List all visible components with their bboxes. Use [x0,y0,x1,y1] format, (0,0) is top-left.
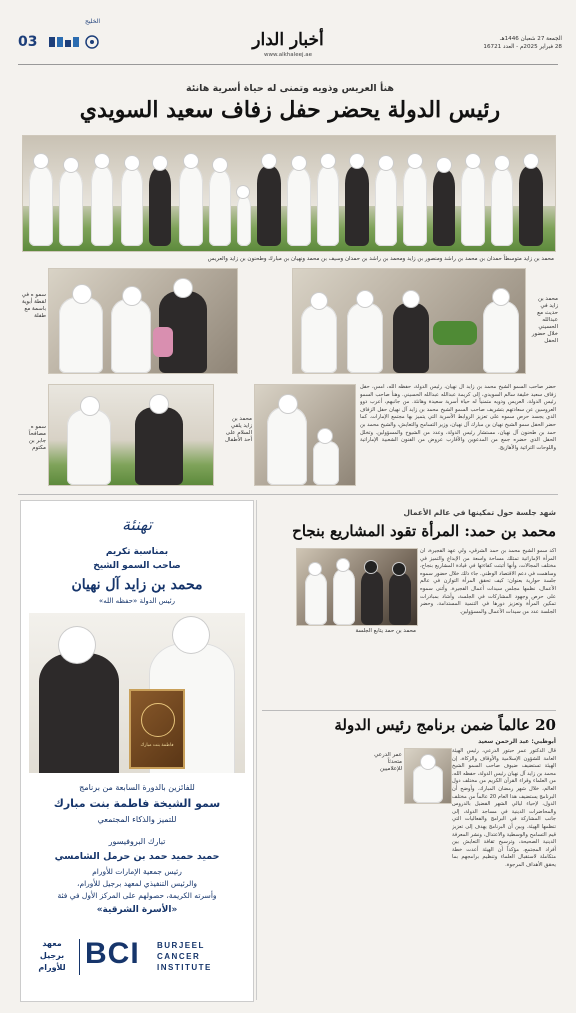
wedding-group-photo [22,135,556,252]
ad-winner-line2: سمو الشيخة فاطمة بنت مبارك [53,797,221,810]
ad-congrats6: «الأسرة الشرقية» [96,905,178,915]
caption-handshake: سمو ه مصافحاً جابر بن مكتوم [28,424,46,451]
bci-en-3: INSTITUTE [157,963,212,972]
logo-text: الخليج [84,18,100,25]
newspaper-logo [48,34,104,50]
bci-ar-1: معهد [42,939,62,948]
wedding-headline: رئيس الدولة يحضر حفل زفاف سعيد السويدي [79,97,501,123]
wedding-photo-child [48,268,238,374]
scholars-body-col2 [360,806,448,1000]
website-url[interactable]: www.alkhaleej.ae [263,52,312,58]
section-divider-2 [262,710,556,711]
award-plaque [129,689,185,769]
bci-ar-2: برجيل [39,951,65,960]
bci-en-1: BURJEEL [157,941,205,950]
ad-winner-line3: للتميز والذكاء المجتمعي [97,815,177,824]
wedding-photo-handshake [48,384,214,486]
scholars-body-text: قال الدكتور عمر حبتور الدرعي، رئيس الهيئة العامة للشؤون الإسلامية والأوقاف والزكاة، إن الهيئة تستضيف ضيوف صاحب السمو الشيخ محمد بن زايد آل نهيان رئيس الدولة، حفظه الله، من العلماء وقراء القرآن الكريم من مختلف دول العالم، خلال شهر رمضان المبارك. وأوضح أن البرنامج يستضيف هذا العام 20 عالماً من مختلف الدول، لإحياء ليالي الشهر الفضيل بالدروس والمحاضرات الدينية في مساجد الدولة، إلى جانب المشاركة في البرامج والفعاليات التي تنظمها الهيئة. وبين أن البرنامج يهدف إلى تعزيز قيم التسامح والوسطية والاعتدال، ونشر المعرفة الدينية الصحيحة، وترسيخ ثقافة التعايش بين أفراد المجتمع، مؤكداً أن الهيئة أعدت خطة متكاملة لاستقبال العلماء وتنظيم برامجهم بما يحقق الأهداف المرجوة. [452,748,556,868]
ad-line1: بمناسبة تكريم [105,547,169,557]
ad-winner-line1: للفائزين بالدورة السابعة من برنامج [79,783,195,792]
scholars-body-col3 [262,748,356,1000]
ad-congrats5: وأسرته الكريمة، حصولهم على المركز الأول في فئة [57,891,217,900]
ad-congrats2: حميد حميد حمد بن حرمل الشامسي [54,851,220,862]
women-body-text-continued [262,640,416,706]
bci-divider [79,939,80,975]
ad-logo: تهنئة [121,515,153,534]
caption-father-child: سمو ه في لقطة أبوية باسمة مع طفلة [21,292,46,319]
women-kicker: شهد جلسة حول تمكينها في عالم الأعمال [403,508,556,517]
wedding-photo-greeting-child [254,384,356,486]
congratulations-ad [20,500,254,1002]
bci-logo [29,931,245,991]
women-headline: محمد بن حمد: المرأة تقود المشاريع بنجاح [292,522,556,540]
ad-portrait-photo [29,613,245,773]
bci-letters: BCI [85,937,140,970]
plaque-text: فاطمة بنت مبارك [140,743,174,748]
caption-greeting-child: محمد بن زايد يلقي السلام على أحد الأطفال [224,416,252,443]
page-number: 03 [18,34,38,50]
wedding-photo-conversation [292,268,526,374]
scholars-byline: أبوظبي: عبد الرحمن سعيد [478,738,556,745]
bci-en-2: CANCER [157,952,201,961]
date-line-hijri: الجمعة 27 شعبان 1446هـ [499,36,562,42]
section-title: أخبار الدار [252,30,324,50]
caption-conversation: محمد بن زايد في حديث مع عبدالله الحسيني خلال حضور الحفل [531,296,558,344]
wedding-body-text: حضر صاحب السمو الشيخ محمد بن زايد آل نهيان، رئيس الدولة، حفظه الله، أمس، حفل زفاف سعيد خليفة سالم السويدي، إلى كريمة عبدالله عبدالله الحسيني. وهنأ صاحب السمو رئيس الدولة، العريس وذويه متمنياً له حياة أسرية سعيدة وهانئة. من جانبهم، أعرب ذوو العروسين عن سعادتهم بتشريف صاحب السمو الشيخ محمد بن زايد آل نهيان حفل الزفاف الذي يجسد حرص سموه على تعزيز الروابط الأسرية التي يتميز بها مجتمع الإمارات. كما حضر الحفل سمو الشيخ نهيان بن مبارك آل نهيان، وزير التسامح والتعايش، والشيخ محمد بن حمد بن طحنون آل نهيان، مستشار رئيس الدولة، وعدد من الشيوخ والمسؤولين. وتخلل الحفل الذي حضره جمع من المدعوين والأقارب عروض من الفنون الشعبية الإماراتية واللوحات التراثية والأهازيج. [360,384,556,451]
ad-line4: رئيس الدولة «حفظه الله» [98,597,176,605]
scholars-headline: 20 عالماً ضمن برنامج رئيس الدولة [334,716,556,734]
ad-congrats1: تبارك البروفيسور [108,837,166,846]
wedding-kicker: هنأ العريس وذويه وتمنى له حياة أسرية هانئة [185,83,395,94]
wedding-main-caption: محمد بن زايد متوسطاً حمدان بن محمد بن راشد ومنصور بن زايد ومحمد بن راشد بن حمدان وسيف بن محمد ونهيان بن مبارك وطحنون بن زايد والعريس [207,256,554,262]
ad-congrats4: والرئيس التنفيذي لمعهد برجيل للأورام، [77,879,197,888]
ad-line3: محمد بن زايد آل نهيان [71,577,203,593]
bci-ar-3: للأورام [38,963,66,972]
page-header [0,0,576,60]
scholars-inset-caption: عمر الدرعي متحدثاً للإعلاميين [374,752,402,772]
scholars-inset-photo [404,748,452,804]
header-divider [18,64,558,65]
ad-line2: صاحب السمو الشيخ [93,561,181,571]
women-session-photo [296,548,418,626]
women-caption: محمد بن حمد يتابع الجلسة [355,628,416,634]
logo-mark-icon [48,34,104,50]
women-body-text: أكد سمو الشيخ محمد بن حمد الشرقي، ولي عهد الفجيرة، أن المرأة الإماراتية تمتلك مساحة واسعة من الإبداع والتميز في مختلف المجالات، وأنها أثبتت كفاءتها في قيادة المشاريع بنجاح، وساهمت في دعم الاقتصاد الوطني. جاء ذلك خلال حضور سموه جلسة حوارية بعنوان: كيف تحقق المرأة التوازن في عالم الأعمال، نظمها مجلس سيدات أعمال الفجيرة. وأثنى سموه على حرص وجهود المشاركات في الجلسة، وأشاد بمبادرات تمكين المرأة وتعزيز دورها في التنمية المستدامة، وحضر الجلسة عدد من سيدات الأعمال والمسؤولين. [420,548,556,615]
ad-congrats3: رئيس جمعية الإمارات للأورام [92,867,182,876]
section-divider-1 [18,494,558,495]
date-line-gregorian: 28 فبراير 2025م - العدد 16721 [483,44,562,50]
column-rule [256,500,257,1000]
